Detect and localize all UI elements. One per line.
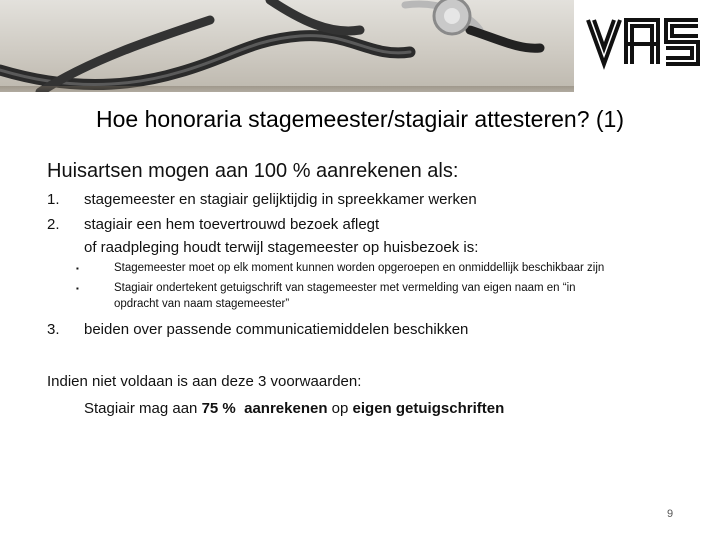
intro-text: Huisartsen mogen aan 100 % aanrekenen als: bbox=[47, 160, 459, 182]
stethoscope-banner bbox=[0, 0, 720, 92]
fallback-condition: Indien niet voldaan is aan deze 3 voorwaarden: bbox=[47, 373, 362, 390]
square-bullet-icon: ▪ bbox=[76, 264, 79, 273]
sub-bullet-continuation: opdracht van naam stagemeester” bbox=[114, 298, 290, 310]
fallback-middle: op bbox=[327, 400, 353, 417]
condition-number: 1. bbox=[47, 191, 60, 208]
fallback-percent: 75 % bbox=[201, 400, 236, 417]
condition-number: 3. bbox=[47, 321, 60, 338]
fallback-verb: aanrekenen bbox=[244, 400, 328, 417]
vas-logo bbox=[586, 14, 706, 70]
page-number: 9 bbox=[667, 508, 674, 520]
condition-text-continuation: of raadpleging houdt terwijl stagemeester op huisbezoek is: bbox=[84, 239, 479, 256]
fallback-prefix: Stagiair mag aan bbox=[84, 400, 202, 417]
sub-bullet-text: Stagiair ondertekent getuigschrift van stagemeester met vermelding van eigen naam en “in bbox=[114, 282, 576, 294]
page-title: Hoe honoraria stagemeester/stagiair attesteren? (1) bbox=[95, 106, 624, 132]
sub-bullet-text: Stagemeester moet op elk moment kunnen worden opgeroepen en onmiddellijk beschikbaar zijn bbox=[114, 262, 605, 274]
condition-text: stagiair een hem toevertrouwd bezoek aflegt bbox=[84, 216, 380, 233]
fallback-object: eigen getuigschriften bbox=[352, 400, 505, 417]
stethoscope-image bbox=[0, 0, 580, 92]
condition-number: 2. bbox=[47, 216, 60, 233]
fallback-gap bbox=[236, 400, 244, 417]
condition-text: stagemeester en stagiair gelijktijdig in spreekkamer werken bbox=[84, 191, 477, 208]
fallback-result bbox=[84, 400, 504, 417]
square-bullet-icon: ▪ bbox=[76, 284, 79, 293]
condition-text: beiden over passende communicatiemiddelen beschikken bbox=[84, 321, 469, 338]
